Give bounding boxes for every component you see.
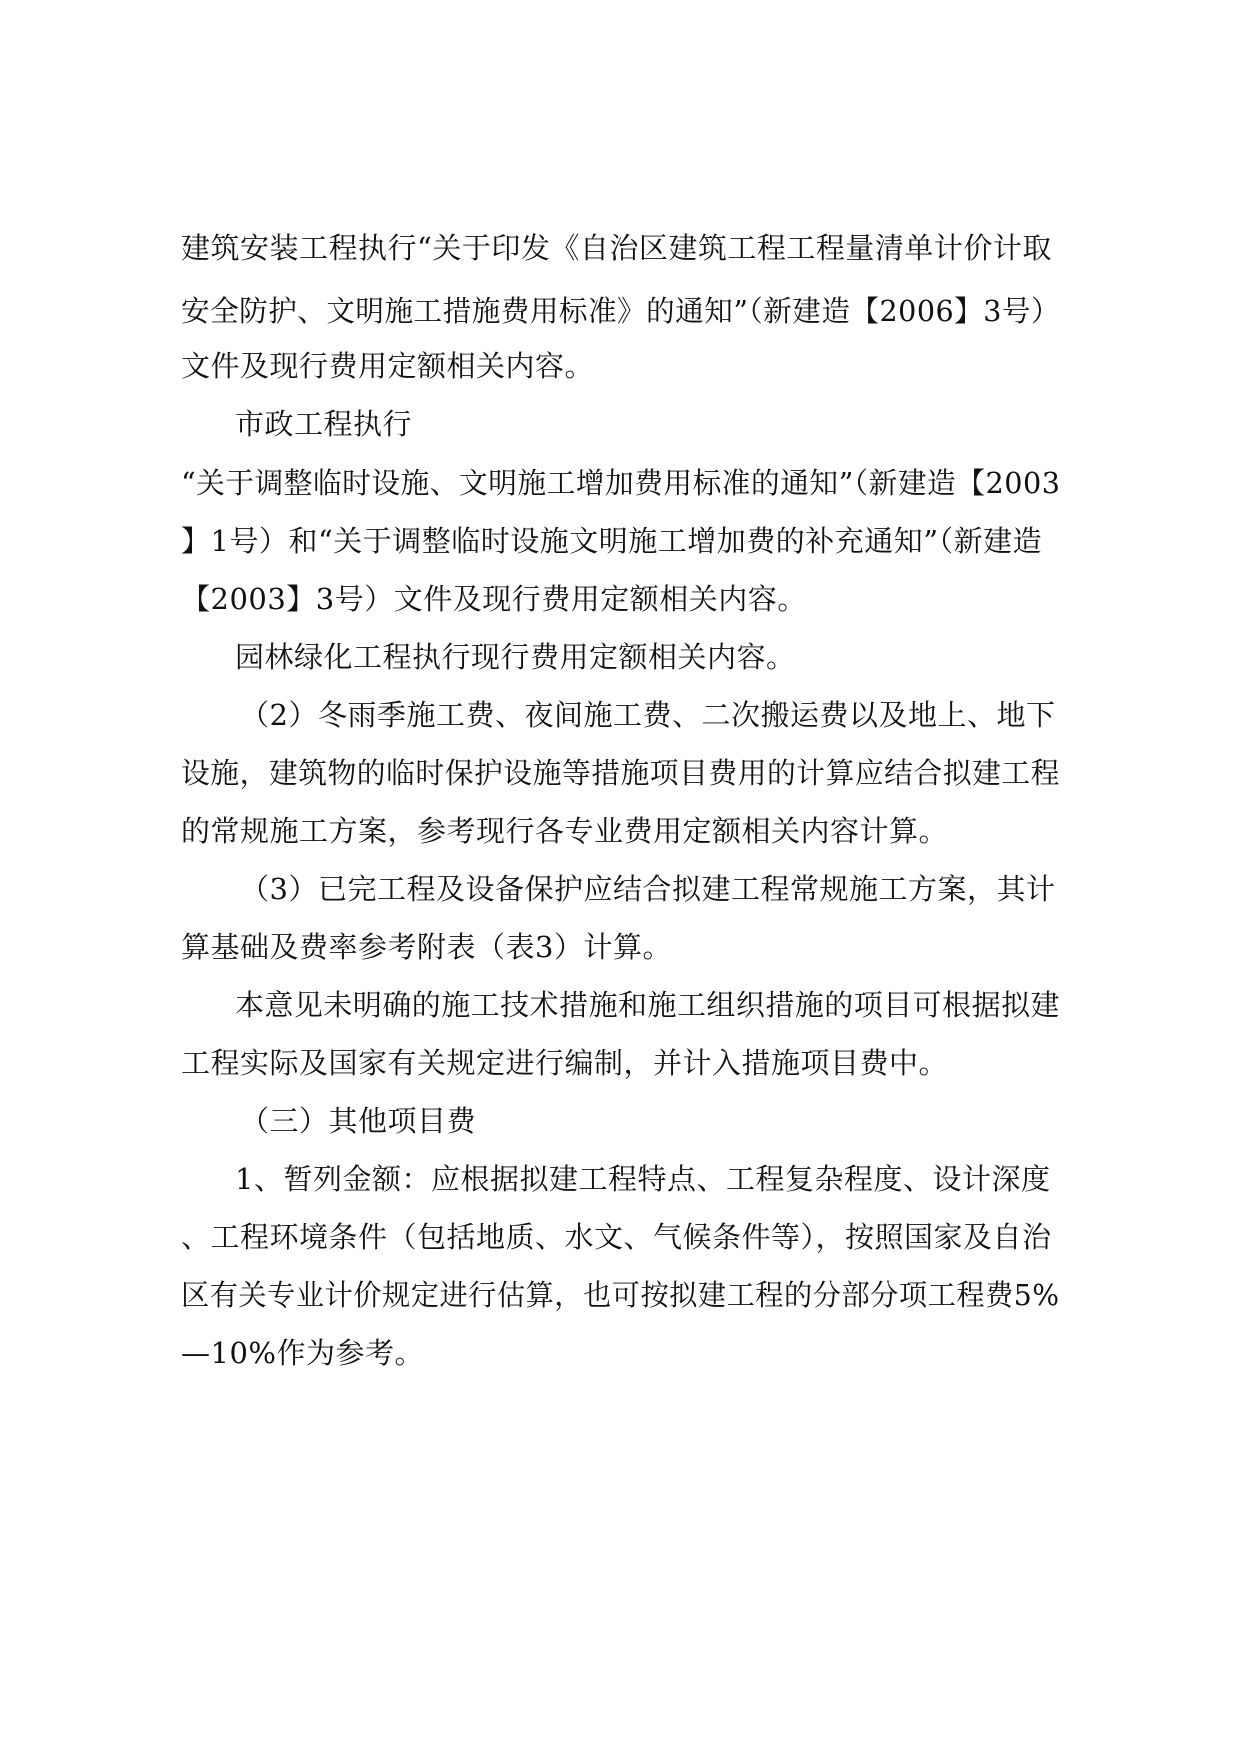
text-line: 算基础及费率参考附表（表3）计算。 — [181, 930, 672, 964]
text-line: （3）已完工程及设备保护应结合拟建工程常规施工方案，其计 — [240, 872, 1056, 906]
text-line: （2）冬雨季施工费、夜间施工费、二次搬运费以及地上、地下 — [240, 698, 1056, 732]
text-line: 市政工程执行 — [235, 407, 413, 441]
text-line: 工程实际及国家有关规定进行编制，并计入措施项目费中。 — [181, 1046, 949, 1080]
text-line: 的常规施工方案，参考现行各专业费用定额相关内容计算。 — [181, 814, 949, 848]
text-line: 区有关专业计价规定进行估算，也可按拟建工程的分部分项工程费5% — [181, 1278, 1060, 1312]
text-line: 园林绿化工程执行现行费用定额相关内容。 — [235, 640, 796, 674]
text-line: 安全防护、文明施工措施费用标准》的通知”（新建造【2006】3号） — [181, 294, 1061, 328]
text-line: 1、暂列金额：应根据拟建工程特点、工程复杂程度、设计深度 — [235, 1162, 1051, 1196]
text-line: 【2003】3号）文件及现行费用定额相关内容。 — [181, 582, 807, 616]
text-line: 文件及现行费用定额相关内容。 — [181, 349, 595, 383]
section-heading: （三）其他项目费 — [240, 1104, 477, 1138]
text-line: —10%作为参考。 — [181, 1336, 424, 1370]
text-line: 设施，建筑物的临时保护设施等措施项目费用的计算应结合拟建工程 — [181, 756, 1060, 790]
text-line: 建筑安装工程执行“关于印发《自治区建筑工程工程量清单计价计取 — [181, 231, 1052, 265]
text-line: 、工程环境条件（包括地质、水文、气候条件等），按照国家及自治 — [181, 1220, 1052, 1254]
text-line: 】1号）和“关于调整临时设施文明施工增加费的补充通知”（新建造 — [181, 524, 1043, 558]
text-line: “关于调整临时设施、文明施工增加费用标准的通知”（新建造【2003 — [181, 466, 1061, 500]
text-line: 本意见未明确的施工技术措施和施工组织措施的项目可根据拟建 — [235, 988, 1061, 1022]
